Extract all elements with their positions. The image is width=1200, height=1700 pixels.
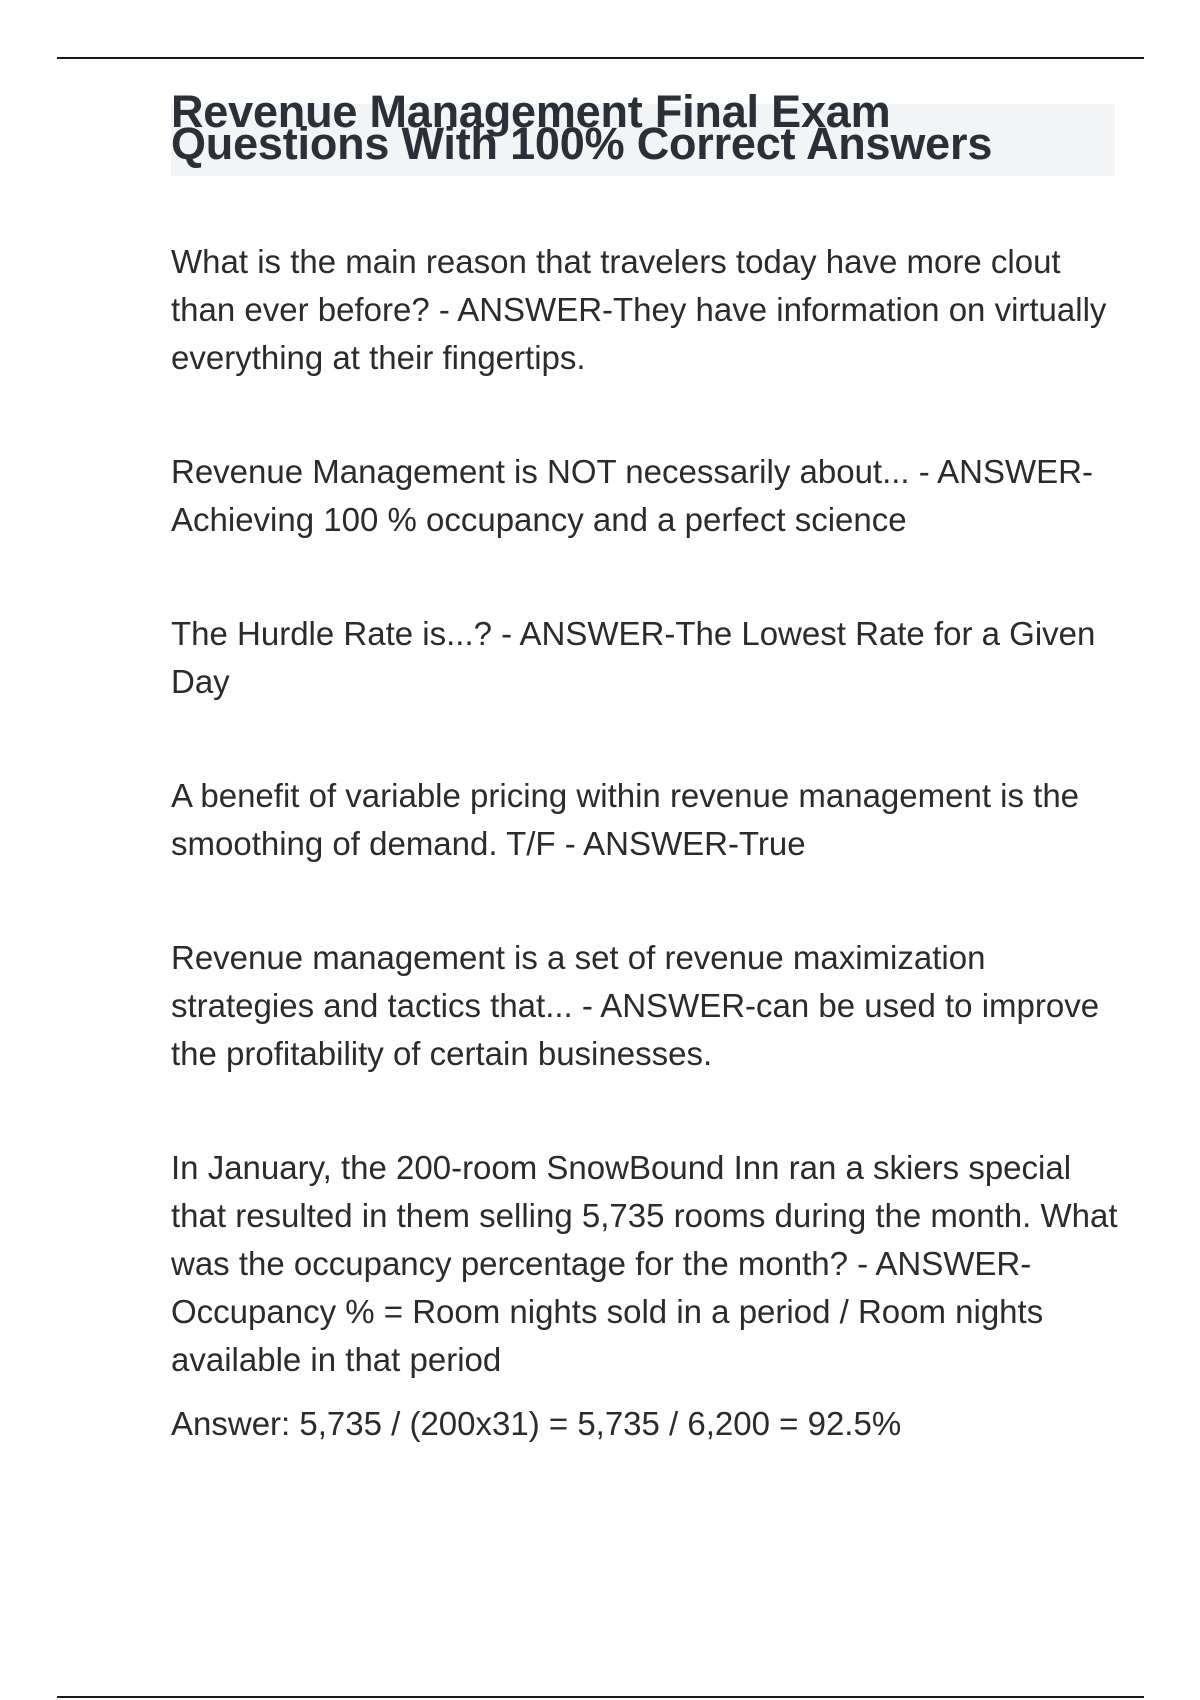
qa-item-1: What is the main reason that travelers today have more clout than ever before? - ANSWER-They have information on virtually everything at their fingertips. (171, 243, 1107, 376)
document-title: Revenue Management Final Exam Questions With 100% Correct Answers (171, 86, 993, 169)
qa-item-3: The Hurdle Rate is...? - ANSWER-The Lowest Rate for a Given Day (171, 615, 1096, 700)
qa-item-6-answer: Answer: 5,735 / (200x31) = 5,735 / 6,200 = 92.5% (171, 1405, 902, 1442)
bottom-rule (57, 1696, 1144, 1698)
top-rule (57, 57, 1144, 59)
qa-item-4: A benefit of variable pricing within revenue management is the smoothing of demand. T/F - ANSWER-True (171, 777, 1080, 862)
qa-item-6: In January, the 200-room SnowBound Inn ran a skiers special that resulted in them selling 5,735 rooms during the month. What was the occupancy percentage for the month? - ANSWER-Occupancy % = Room nights sold in a period / Room nights available in that period (171, 1149, 1118, 1378)
qa-item-5: Revenue management is a set of revenue maximization strategies and tactics that... - ANSWER-can be used to improve the profitability of certain businesses. (171, 939, 1100, 1072)
qa-content (171, 238, 1131, 1448)
qa-item-2: Revenue Management is NOT necessarily about... - ANSWER-Achieving 100 % occupancy and a perfect science (171, 453, 1093, 538)
